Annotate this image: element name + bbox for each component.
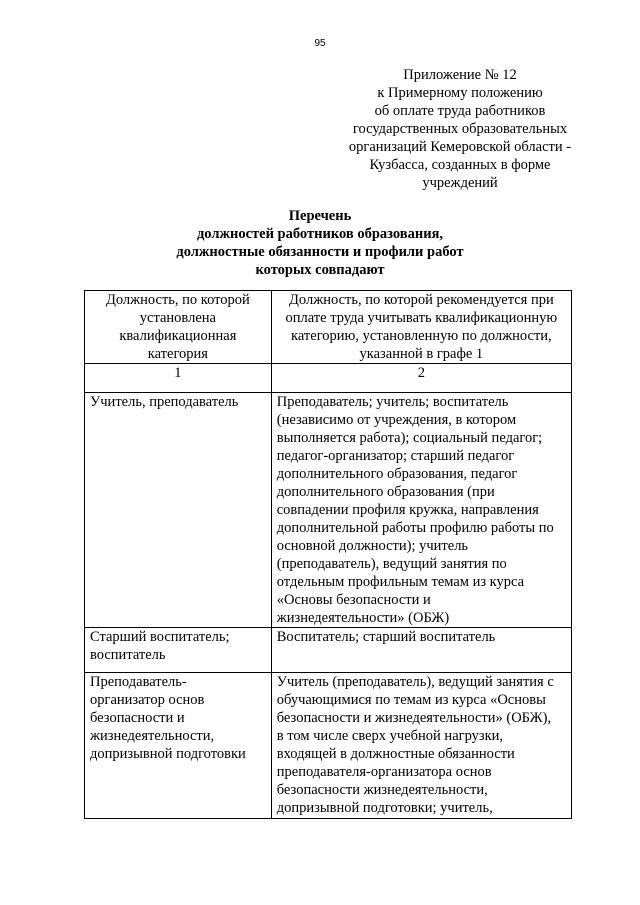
recommended-position-cell — [271, 673, 571, 819]
header-cell-recommended-position — [271, 291, 571, 364]
cell-line: в том числе сверх учебной нагрузки, — [276, 728, 504, 744]
cell-line: допризывной подготовки; учитель, — [276, 800, 493, 816]
header-line: указанной в графе 1 — [359, 346, 484, 362]
title-line: должностей работников образования, — [196, 226, 444, 242]
column-number-1: 1 — [85, 364, 272, 393]
cell-line: жизнедеятельности, — [90, 728, 215, 744]
cell-line: допризывной подготовки — [90, 746, 246, 762]
positions-table — [84, 290, 572, 819]
table-row — [85, 628, 572, 673]
cell-line: (независимо от учреждения, в котором — [276, 412, 517, 428]
position-cell — [85, 393, 272, 628]
table-row — [85, 393, 572, 628]
cell-line: выполняется работа); социальный педагог; — [276, 430, 543, 446]
recommended-position-cell — [271, 628, 571, 673]
appendix-heading — [340, 66, 580, 192]
cell-line: жизнедеятельности» (ОБЖ) — [276, 610, 450, 626]
column-number-row — [85, 364, 572, 393]
cell-line: «Основы безопасности и — [276, 592, 431, 608]
header-line: Должность, по которой — [105, 292, 250, 308]
cell-line: безопасности и — [90, 710, 185, 726]
cell-line: дополнительной работы профилю работы по — [276, 520, 554, 536]
cell-line: совпадении профиля кружка, направления — [276, 502, 539, 518]
cell-line: организатор основ — [90, 692, 205, 708]
table-row — [85, 673, 572, 819]
cell-line: входящей в должностные обязанности — [276, 746, 515, 762]
cell-line: Преподаватель- — [90, 674, 187, 690]
cell-line: Преподаватель; учитель; воспитатель — [276, 394, 509, 410]
cell-line: безопасности и жизнедеятельности» (ОБЖ), — [276, 710, 552, 726]
header-line: категория — [147, 346, 208, 362]
document-title — [120, 207, 520, 279]
page-number: 95 — [314, 38, 326, 49]
cell-line: отдельным профильным темам из курса — [276, 574, 525, 590]
cell-line: педагог-организатор; старший педагог — [276, 448, 515, 464]
appendix-line: Кузбасса, созданных в форме — [369, 157, 551, 173]
appendix-line: Приложение № 12 — [403, 67, 517, 83]
table-header-row — [85, 291, 572, 364]
cell-line: Старший воспитатель; — [90, 629, 230, 645]
appendix-line: к Примерному положению — [377, 85, 543, 101]
title-line: должностные обязанности и профили работ — [176, 244, 464, 260]
recommended-position-cell — [271, 393, 571, 628]
appendix-line: государственных образовательных — [352, 121, 568, 137]
cell-line: воспитатель — [90, 647, 166, 663]
cell-line: дополнительного образования (при — [276, 484, 495, 500]
cell-line: Воспитатель; старший воспитатель — [276, 629, 496, 645]
header-line: категорию, установленную по должности, — [291, 328, 552, 344]
appendix-line: учреждений — [422, 175, 498, 191]
cell-line: Учитель (преподаватель), ведущий занятия с — [276, 674, 554, 690]
header-line: квалификационная — [119, 328, 237, 344]
cell-line: безопасности жизнедеятельности, — [276, 782, 488, 798]
cell-line: обучающимися по темам из курса «Основы — [276, 692, 546, 708]
cell-line: преподавателя-организатора основ — [276, 764, 492, 780]
cell-line: основной должности); учитель — [276, 538, 469, 554]
title-line: которых совпадают — [255, 262, 385, 278]
column-number-2: 2 — [271, 364, 571, 393]
position-cell — [85, 628, 272, 673]
appendix-line: организаций Кемеровской области - — [348, 139, 572, 155]
appendix-line: об оплате труда работников — [374, 103, 546, 119]
header-line: установлена — [139, 310, 216, 326]
header-cell-position — [85, 291, 272, 364]
cell-line: дополнительного образования, педагог — [276, 466, 518, 482]
cell-line: Учитель, преподаватель — [90, 394, 239, 410]
title-line: Перечень — [288, 208, 352, 224]
cell-line: (преподаватель), ведущий занятия по — [276, 556, 507, 572]
header-line: Должность, по которой рекомендуется при — [289, 292, 554, 308]
position-cell — [85, 673, 272, 819]
header-line: оплате труда учитывать квалификационную — [285, 310, 558, 326]
